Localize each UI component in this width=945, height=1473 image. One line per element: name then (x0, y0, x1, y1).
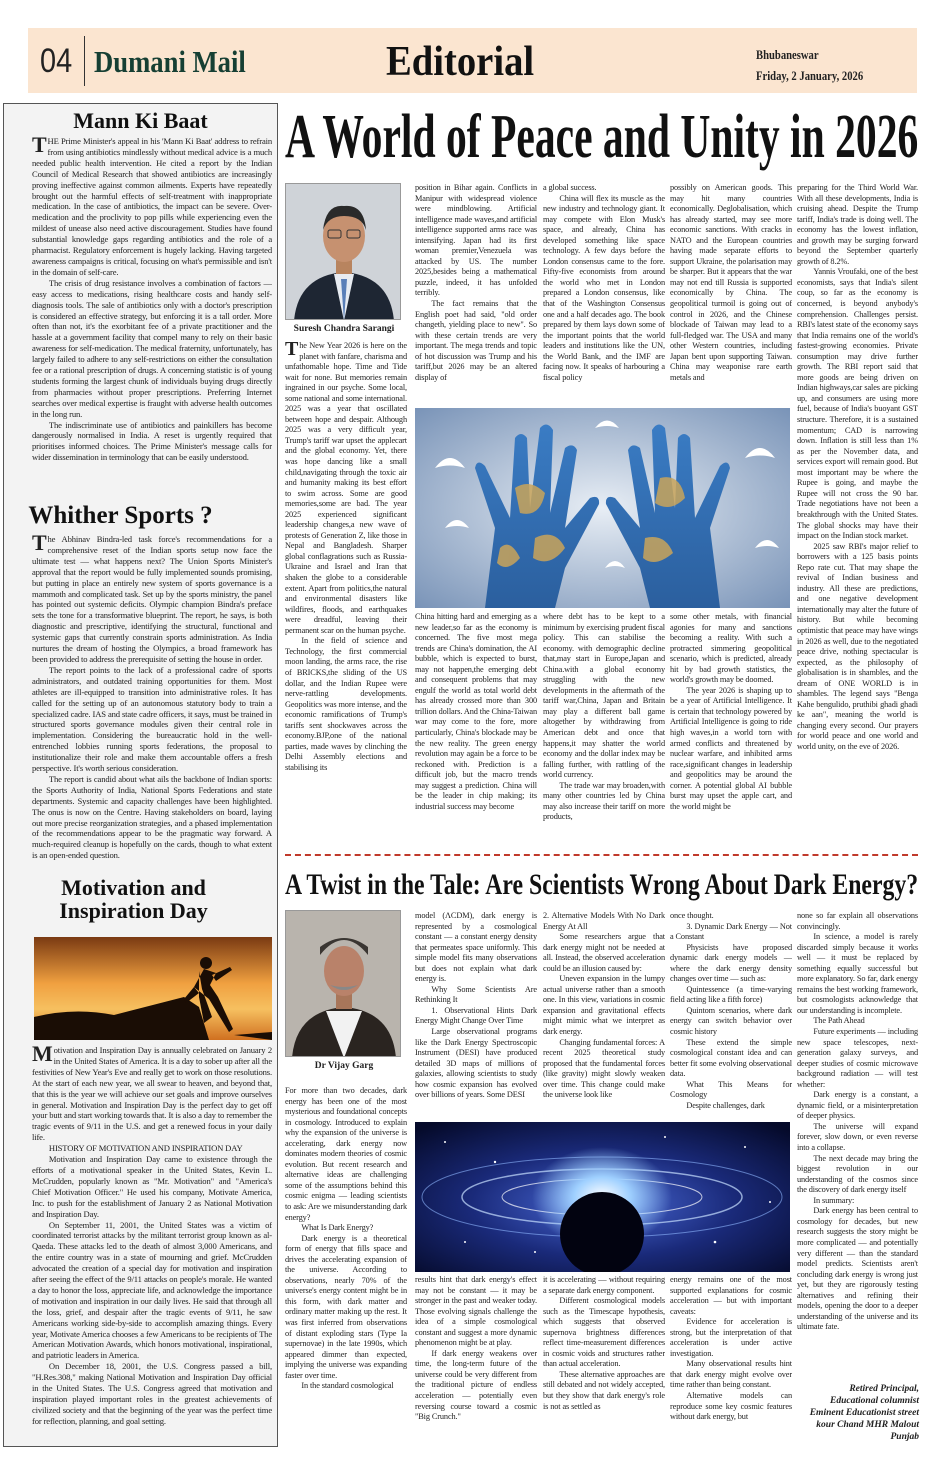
section-title: Editorial (386, 39, 535, 85)
dateline-city: Bhubaneswar (756, 48, 819, 62)
mann-ki-baat-title: Mann Ki Baat (73, 108, 208, 133)
article2-column-4-bottom: energy remains one of the most supported explanations for cosmic acceleration — but with important caveats: Evidence for acceleration is strong, but the interpretation of that acceleration is under active investigation. Many observational results hint that dark energy might evolve over time rather than being constant. Alternative models can reproduce some key cosmic features without dark energy, but (670, 1275, 792, 1422)
article1-column-4-top: possibly on American goods. This may hit many countries economically. Deglobalisation, which has already started, may see more economic sanctions. With cracks in NATO and the European countries having made separate efforts to support Ukraine, the polarisation may be sharper. But it appears that the war may not end till Russia is supported economically by China. The geopolitical turmoil is going out of control in 2026, and the Chinese blockade of Taiwan may lead to a full-fledged war. The USA and many other Western countries, including Japan bent upon supporting Taiwan. China may weaponise rare earth metals and (670, 183, 792, 382)
article2-column-4-top: once thought. 3. Dynamic Dark Energy — Not a Constant Physicists have proposed dynamic dark energy models — where the dark energy density changes over time — such as: Quintessence (a time-varying field acting like a fifth force) Quintom scenarios, where dark energy can switch behavior over cosmic history These extend the simple cosmological constant idea and can better fit some evolving observational data. What This Means for Cosmology Despite challenges, dark (670, 911, 792, 1110)
author-photo-sarangi (285, 183, 401, 320)
cosmic-galaxy-image (415, 1122, 790, 1272)
article1-column-5: preparing for the Third World War. With all these developments, India is cruising ahead. Despite the Trump tariff, India's trade is doing well. The economy has the lowest inflation, and growth may be surging forward beyond the September quarterly growth of 8.2%. Yannis Vroufaki, one of the best economists, says that India's silent coup, so far as the economy is concerned, is beyond anybody's comprehension. Challenges persist. RBI's latest state of the economy says that India remains one of the world's fastest-growing economies. Private consumption may drive further growth. The RBI report said that more goods are being driven on Indian highways,car sales are picking up, and consumers are using more fuel, because of India's buoyant GST structure. Therefore, it is a sustained momentum; CAD is narrowing down. Inflation is still less than 1% as per the November data, and services export will remain good. But most important may be where the Rupee is going, and maybe the Rupee will not cross the 90 bar. Trade negotiations have not been a breakthrough with the United States. The global shocks may have their impact on the Indian stock market. 2025 saw RBI's major relief to borrowers with a 125 basis points Repo rate cut. That may shape the revival of Indian business and industry. All these are predictions, and one negative development internationally may alter the future of history. But while becoming optimistic that peace may have wings in 2026 as well, due to the negotiated peace drive, nothing spectacular is expected, as the philosophy of globalisation is in shambles, and the dream of ONE WORLD is in shambles. The legend says "Benga Kahe bengulido, pruthibi ghadi ghadi ke aan", meaning the world is changing every second. Our prayers for world peace and one world and world unity, on the eve of 2026. (797, 183, 918, 751)
author-name-sarangi: Suresh Chandra Sarangi (293, 324, 395, 334)
mann-ki-baat-body: THE Prime Minister's appeal in his 'Mann Ki Baat' address to refrain from using antibiotics mindlessly without medical advice is a much needed public health intervention. He cited a report by the Indian Council of Medical Research that showed antibiotics are increasingly proving ineffective against common ailments. Experts have repeatedly brought out the harmful effects of self-treatment with inappropriate medication. In the case of antibiotics, the impact can be severe. Over-medication and the proclivity to pop pills while experiencing even the mildest of unease also need active discouragement. Studies have found substantial knowledge gaps regarding antibiotics and the role of a pharmacist. Regulatory enforcement is hugely lacking. Having targeted awareness campaigns is critical, focusing on what's permissible and isn't in the domain of self-care. The crisis of drug resistance involves a combination of factors — easy access to medications, rising healthcare costs and handy self-diagnosis tools. The sale of antibiotics only with a doctor's prescription is considered an effective strategy, but enforcing it is a tall order. More often than not, it's the exorbitant fee of a private practitioner and the hassle at a government facility that compel many to rely on their basic awareness for self-medication. The medical fraternity, unfortunately, has largely failed to adhere to any self-restrictions on either the consultation fee or a rational prescription of drugs. A concerning statistic is of young students forming the largest chunk of individuals buying drugs directly from pharmacies without proper prescriptions. Preferring Internet searches over medical expertise is fraught with adverse health outcomes in the long run. The indiscriminate use of antibiotics and painkillers has become dangerously normalised in India. A reset is urgently required that prioritises informed choices. The Prime Minister's message calls for wider dissemination in terminology that can be easily understood. (32, 136, 272, 463)
whither-sports-body: The Abhinav Bindra-led task force's recommendations for a comprehensive reset of the Indian sports setup now face the ultimate test — what happens next? The Union Sports Minister's approval that the report would be fully implemented sounds promising, but putting in place an entirely new system of sports governance is a mammoth and complicated task. Set up by the sports ministry, the panel has pointed out systemic deficits. Olympic champion Bindra's preface sets the tone for a transformative blueprint. The report, he says, is both diagnostic and prescriptive, identifying the structural, functional and systemic gaps that currently constrain sports administration. As India nurtures the dream of hosting the Olympics, a broad framework has been provided to address the prerequisite of setting the house in order. The report points to the lack of a professional cadre of sports administrators, and outdated training opportunities for them. Most athletes are ill-equipped to transition into administrative roles. It has called for the setting up of an autonomous statutory body to train a specialized cadre. IAS and state cadre officers, it says, must be trained in structured sports governance modules given their central role in implementation. Considering the bureaucratic hold in the well-entrenched lobbies running sports federations, the proposal to institutionalize their role and make them accountable offers a fresh perspective. It's worth serious consideration. The report is candid about what ails the backbone of Indian sports: the Sports Authority of India, National Sports Federations and state departments. Systemic and capacity challenges have been highlighted. The onus is now on the Centre. Having stakeholders on board, laying out more precise reorganization strategies, and a phased implementation of the recommendations appear to be the pragmatic way forward. A much-required cleanup is hopefully on the cards, though to what extent is an open-ended question. (32, 534, 272, 861)
article2-column-3-bottom: it is accelerating — without requiring a separate dark energy component. Different cosmological models such as the Timescape hypothesis, which suggests that observed supernova brightness differences reflect time-measurement differences in cosmic voids and structures rather than actual acceleration. These alternative approaches are still debated and not widely accepted, but they show that dark energy's role is not as settled as (543, 1275, 665, 1411)
motivation-day-title: Motivation and Inspiration Day (59, 875, 208, 924)
page-number: 04 (40, 42, 73, 80)
article1-column-1: The New Year 2026 is here on the planet with fanfare, charisma and unfathomable hope. Time and Tide wait for none. But memories remain ingrained in our psyche. Some local, some national and some international. 2025 was a year that oscillated between hope and despair. Although 2025 was a very difficult year, Trump's tariff war upset the applecart and the global economy. Yet, there was hope dancing like a small child,navigating through the toxic air and humanity making its best effort to swim across. Some are good memories,some are bad. The year 2025 experienced significant leadership changes,a new wave of protests of Generation Z, like those in Nepal and Bangladesh. Sharper global conflagrations such as Russia-Ukraine and Israel and Iran that shaken the globe to a considerable extent. Apart from politics,the natural and environmental disasters like wildfires, floods, and earthquakes were dreadful, leaving their permanent scar on the human psyche. In the field of science and Technology, the first commercial moon landing, the arms race, the rise of BRICKS,the sliding of the US dollar, and the Indian Rupee were nerve-rattling developments. Geopolitics was more intense, and the economic ramifications of Trump's tariffs sent shockwaves across the economy.BJP,one of the national parties, made waves by clinching the Delhi Assembly elections and stabilising its (285, 341, 407, 772)
page-header (28, 28, 917, 93)
article1-column-3-top: a global success. China will flex its muscle as the new industry and technology giant. It may compete with Elon Musk's space, and already, China has developed something like space technology. A few days before the London consensus came to the fore. Fifty-five economists from around the world who met in London prepared a London consensus, like that of the Washington Consensus one and a half decades ago. The book prepared by them lays down some of the important points that the world leaders and institutions like the UN, the World Bank, and the IMF are facing now. It speaks of harbouring a fiscal policy (543, 183, 665, 382)
author-signature-block: Retired Principal, Educational columnist Eminent Educationist street kour Chand MHR Malout Punjab (809, 1384, 919, 1442)
article1-headline-wrap (285, 103, 918, 171)
article2-column-2-top: model (ΛCDM), dark energy is represented by a cosmological constant — a constant energy density that permeates space uniformly. This simple model fits many observations but does not explain what dark energy is. Why Some Scientists Are Rethinking It 1. Observational Hints Dark Energy Might Change Over Time Large observational programs like the Dark Energy Spectroscopic Instrument (DESI) have produced detailed 3D maps of millions of galaxies, allowing scientists to study how cosmic expansion has evolved over billions of years. Some DESI (415, 911, 537, 1100)
article1-column-3-bottom: where debt has to be kept to a minimum by exercising prudent fiscal policy. This can stabilise the economy. with demographic decline that,may start in Europe,Japan and China.with a global economy struggling with the new developments in the aftermath of the tariff war,China, Japan and Britain may play a different ball game altogether by withdrawing from American debt and once that happens,it may shatter the world economy and the dollar index may be falling further, with rattling of the world currency. The trade war may broaden,with many other countries led by China may also increase their tariff on more products, (543, 612, 665, 822)
article1-column-4-bottom: some other metals, with financial agonies for many and sanctions becoming a reality. With such a protracted simmering geopolitical scenario, which is predicted, already hit by bad growth statistics, the world's growth may be doomed. The year 2026 is shaping up to be a year of Artificial Intelligence. It is certain that technology powered by Artificial Intelligence is going to ride high waves,in a world torn with armed conflicts and threatened by nuclear warfare, and inhibited arms race,significant changes in leadership and geopolitics may be around the corner. A potential global AI bubble burst may upset the apple cart, and the world might be (670, 612, 792, 811)
whither-sports-title: Whither Sports ? (28, 502, 213, 529)
masthead: Dumani Mail (94, 44, 246, 79)
article2-column-3-top: 2. Alternative Models With No Dark Energy At All Some researchers argue that dark energy might not be needed at all. Instead, the observed acceleration could be an illusion caused by: Uneven expansion in the lumpy actual universe rather than a smooth one. In this view, variations in cosmic expansion and gravitational effects might mimic what we interpret as dark energy. Changing fundamental forces: A recent 2025 theoretical study proposed that the fundamental forces (like gravity) might slowly weaken over time. This change could make the universe look like (543, 911, 665, 1100)
article2-column-5: none so far explain all observations convincingly. In science, a model is rarely discarded simply because it works well — it must be replaced by something equally successful but more explanatory. So far, dark energy remains the best working framework, but cosmologists acknowledge that our understanding is incomplete. The Path Ahead Future experiments — including new space telescopes, next-generation galaxy surveys, and deeper studies of cosmic microwave background radiation — will test whether: Dark energy is a constant, a dynamic field, or a misinterpretation of deeper physics. The universe will expand forever, slow down, or even reverse into a collapse. The next decade may bring the biggest revolution in our understanding of the cosmos since the discovery of dark energy itself In summary: Dark energy has been central to cosmology for decades, but new research suggests the story might be more complicated — and potentially very different — than the standard model predicts. Scientists aren't concluding dark energy is wrong just yet, but they are rigorously testing alternatives and refining their models, opening the door to a deeper understanding of the universe and its ultimate fate. (797, 911, 918, 1332)
hands-globe-doves-image (415, 408, 790, 608)
climber-silhouette-image (34, 937, 272, 1040)
article2-headline: A Twist in the Tale: Are Scientists Wrong About Dark Energy? (285, 868, 919, 901)
motivation-day-body: Motivation and Inspiration Day is annually celebrated on January 2 in the United States of America. It is a day to sober up after all the festivities of New Year's Eve and really get to work on those resolutions. At the start of each new year, we all swear to heaven, and beyond that, that this is the year we will achieve our set goals and improve ourselves in general. Motivation and Inspiration Day is the perfect day to get off your butt and start working towards that. It is also a day to remember the tragic events of 9/11 in the U.S. and get a renewed focus in your daily life. HISTORY OF MOTIVATION AND INSPIRATION DAY Motivation and Inspiration Day came to existence through the efforts of a motivational speaker in the United States, Kevin L. McCrudden, popularly known as "Mr. Motivation" and "America's Chief Motivation Officer." He used his company, Motivate America, Inc. to push for the establishment of January 2 as National Motivation and Inspiration Day. On September 11, 2001, the United States was a victim of coordinated terrorist attacks by the militant terrorist group known as al-Qaeda. These attacks led to the death of almost 3,000 Americans, and the entire country was in a state of mourning and grief. McCrudden advocated the creation of a special day for motivation and inspiration after seeing the effect of the 9/11 attacks on people's morale. He wanted a day to honor the loss, appreciate life, and acknowledge the importance of motivation and inspiration in our daily lives. He said that through all the loss, grief, and despair after the tragic events of 9/11, he saw Americans working side-by-side to accomplish amazing things. Every year, Motivate America chooses a few Americans to be recipients of The American Motivation Awards, which honors motivational, inspirational, and patriotic leaders in America. On December 18, 2001, the U.S. Congress passed a bill, "H.Res.308," making National Motivation and Inspiration Day official in the United States. The U.S. Congress agreed that motivation and inspiration played important roles in the greatest achievements of civilized society and that the beginning of the year was the perfect time for reflection, planning, and goal setting. (32, 1045, 272, 1426)
article1-headline: A World of Peace and Unity in 2026 (285, 103, 919, 171)
header-divider (84, 36, 85, 86)
dateline-date: Friday, 2 January, 2026 (756, 69, 864, 83)
article2-column-1: For more than two decades, dark energy has been one of the most mysterious and foundational concepts in cosmology. Introduced to explain why the expansion of the universe is accelerating, dark energy now dominates modern theories of cosmic evolution. But recent research and alternative ideas are challenging some of the assumptions behind this cosmic enigma — leading scientists to ask: Are we misunderstanding dark energy? What Is Dark Energy? Dark energy is a theoretical form of energy that fills space and drives the accelerating expansion of the universe. According to observations, nearly 70% of the universe's energy content might be in this form, with dark matter and ordinary matter making up the rest. It was first inferred from observations of distant exploding stars (Type Ia supernovae) in the late 1990s, which appeared dimmer than expected, implying the universe was expanding faster over time. In the standard cosmological (285, 1086, 407, 1391)
article1-column-2-top: position in Bihar again. Conflicts in Manipur with widespread violence were mindblowing. Artificial intelligence made waves,and artificial intelligence supported arms race was intensifying. Japan had its first woman premier,Venezuela was attacked by US. The number 2025,besides being a mathematical puzzle, indeed, it has unfolded terribly. The fact remains that the English poet had said, "old order changeth, yielding place to new". So with these certain trends are very important. The mega trends and topic of hot discussion was Trump and his tariff,but 2026 may be an altered display of (415, 183, 537, 382)
sidebar-column (3, 103, 278, 1447)
article1-column-2-bottom: China hitting hard and emerging as a new leader,so far as the economy is concerned. The five most mega trends are China's domination, the AI bubble, which is expected to burst, may not happen,the emerging debt and consequent problems that may engulf the world as total world debt has already crossed more than 300 trillion dollars. And the China-Taiwan war may come to the fore, more particularly, China's blockade may be the new reality. The green energy revolution may again be a force to be reckoned with. Prediction is a difficult job, but the macro trends may suggest a prediction. China will be the leader in chip making; its industrial success may become (415, 612, 537, 811)
section-divider (285, 854, 918, 856)
article2-headline-wrap (285, 866, 918, 904)
author-name-garg: Dr Vijay Garg (314, 1061, 374, 1071)
article2-column-2-bottom: results hint that dark energy's effect may not be constant — it may be stronger in the past and weaker today. Those evolving signals challenge the idea of a simple cosmological constant and suggest a more dynamic phenomenon might be at play. If dark energy weakens over time, the long-term future of the universe could be very different from the traditional picture of endless acceleration — potentially even reversing course toward a cosmic "Big Crunch." (415, 1275, 537, 1422)
author-photo-garg (285, 910, 401, 1057)
